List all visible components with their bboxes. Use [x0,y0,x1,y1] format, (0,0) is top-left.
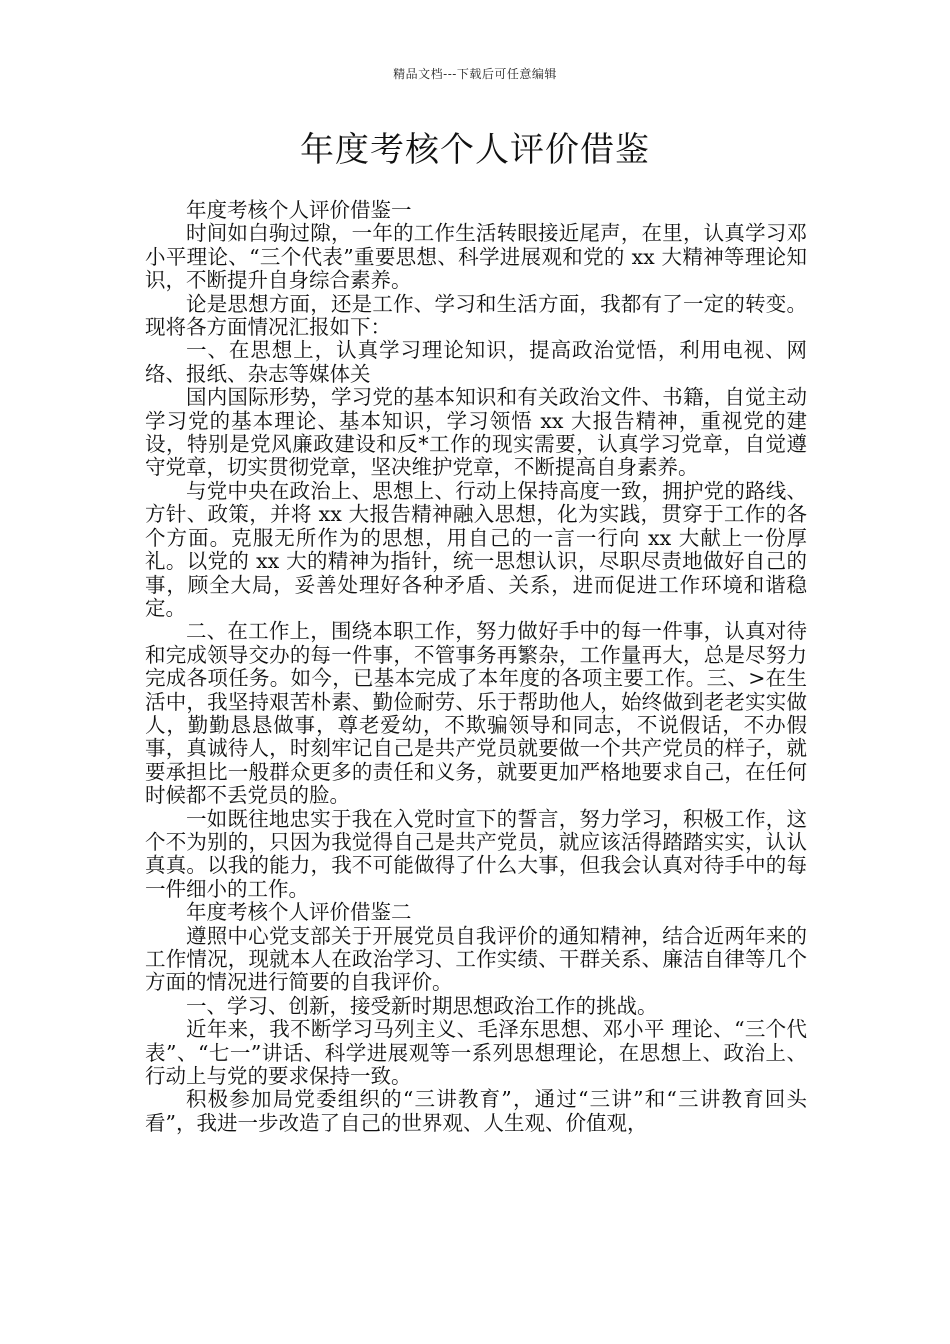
body-paragraph: 论是思想方面，还是工作、学习和生活方面，我都有了一定的转变。现将各方面情况汇报如下： [145,291,807,340]
body-paragraph: 近年来，我不断学习马列主义、毛泽东思想、邓小平 理论、“三个代表”、“七一”讲话、科学进展观等一系列思想理论，在思想上、政治上、行动上与党的要求保持一致。 [145,1017,807,1089]
body-paragraph: 一、学习、创新，接受新时期思想政治工作的挑战。 [186,993,658,1018]
body-paragraph: 时间如白驹过隙，一年的工作生活转眼接近尾声，在里，认真学习邓小平理论、“三个代表”重要思想、科学进展观和党的 xx 大精神等理论知识，不断提升自身综合素养。 [145,221,807,293]
body-paragraph: 国内国际形势，学习党的基本知识和有关政治文件、书籍，自觉主动学习党的基本理论、基本知识，学习领悟 xx 大报告精神，重视党的建设，特别是党风廉政建设和反*工作的现实需要，认真学习党章，自觉遵守党章，切实贯彻党章，坚决维护党章，不断提高自身素养。 [145,385,807,480]
section-heading: 年度考核个人评价借鉴一 [186,198,412,222]
document-body [145,199,807,1135]
body-paragraph: 遵照中心党支部关于开展党员自我评价的通知精神，结合近两年来的工作情况，现就本人在政治学习、工作实绩、干群关系、廉洁自律等几个方面的情况进行简要的自我评价。 [145,923,807,995]
body-paragraph: 一如既往地忠实于我在入党时宣下的誓言，努力学习，积极工作，这个不为别的，只因为我觉得自己是共产党员，就应该活得踏踏实实，认认真真。以我的能力，我不可能做得了什么大事，但我会认真对待手中的每一件细小的工作。 [145,806,807,901]
body-paragraph: 与党中央在政治上、思想上、行动上保持高度一致，拥护党的路线、方针、政策，并将 xx 大报告精神融入思想，化为实践，贯穿于工作的各个方面。克服无所作为的思想，用自己的一言一行向 xx 大献上一份厚礼。以党的 xx 大的精神为指针，统一思想认识，尽职尽责地做好自己的事，顾全大局，妥善处理好各种矛盾、关系，进而促进工作环境和谐稳定。 [145,478,807,620]
body-paragraph: 积极参加局党委组织的“三讲教育”，通过“三讲”和“三讲教育回头看”，我进一步改造了自己的世界观、人生观、价值观， [145,1087,807,1135]
header-note: 精品文档---下载后可任意编辑 [393,67,557,81]
section-heading: 年度考核个人评价借鉴二 [186,900,412,925]
body-paragraph: 二、在工作上，围绕本职工作，努力做好手中的每一件事，认真对待和完成领导交办的每一件事，不管事务再繁杂，工作量再大，总是尽努力完成各项任务。如今，已基本完成了本年度的各项主要工作。三、>在生活中，我坚持艰苦朴素、勤俭耐劳、乐于帮助他人，始终做到老老实实做人，勤勤恳恳做事，尊老爱幼，不欺骗领导和同志，不说假话，不办假事，真诚待人，时刻牢记自己是共产党员就要做一个共产党员的样子，就要承担比一般群众更多的责任和义务，就要更加严格地要求自己，在任何时候都不丢党员的脸。 [145,619,807,808]
body-paragraph: 一、在思想上，认真学习理论知识，提高政治觉悟，利用电视、网络、报纸、杂志等媒体关 [145,338,807,386]
document-title: 年度考核个人评价借鉴 [300,130,650,170]
